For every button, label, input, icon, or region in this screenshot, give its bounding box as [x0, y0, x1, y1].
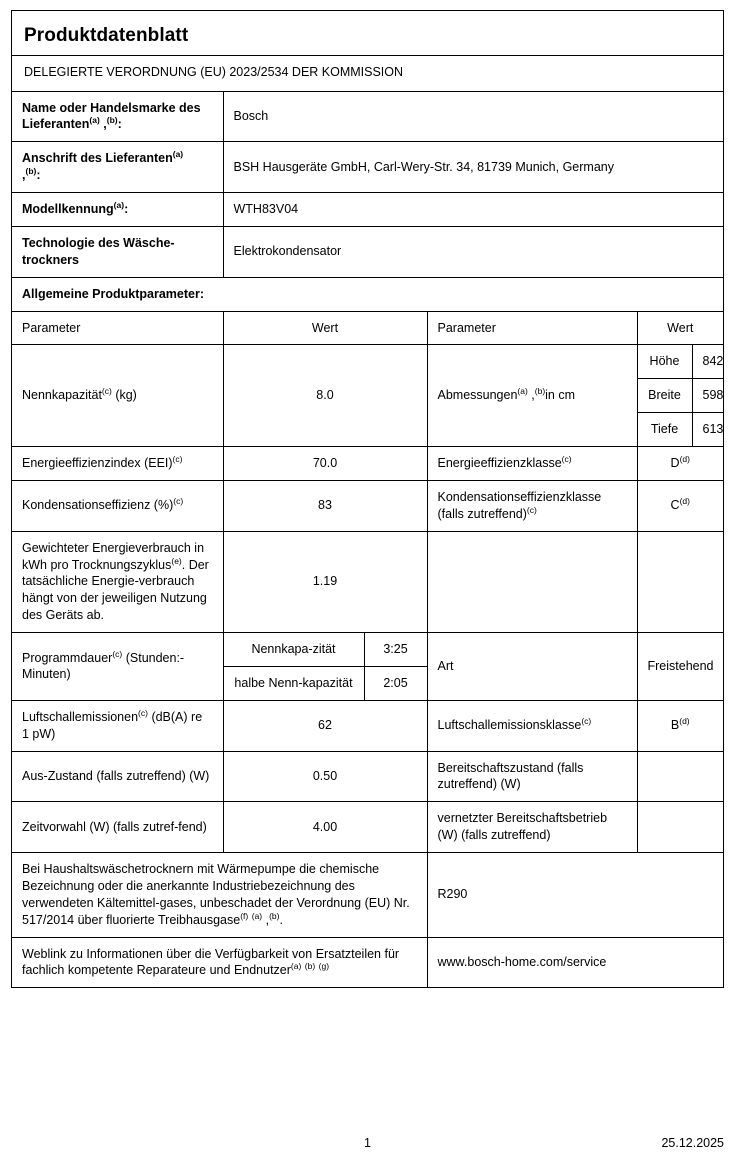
noise-label-cont: (dB(A) re 1 pW)	[22, 709, 203, 741]
footnote-a: (a)	[113, 199, 125, 210]
footnote-g: (g)	[318, 961, 330, 972]
dimensions-label: Abmessungen$^{(a)}$ ,$^{(b)}$in cm	[427, 345, 637, 447]
header-value-left: Wert	[223, 311, 427, 345]
dimension-name-depth: Tiefe	[637, 413, 692, 447]
condensation-class-value	[637, 480, 723, 531]
noise-label	[12, 700, 223, 751]
noise-class-value-text: B	[670, 718, 680, 733]
regulation-row	[12, 55, 723, 91]
footnote-c: (c)	[172, 453, 183, 464]
condensation-efficiency-label-text: Kondensationseffizienz (%)	[22, 498, 174, 513]
page-title-cell	[12, 11, 723, 55]
refrigerant-label-text: Bei Haushaltswäschetrocknern mit Wärmepumpe die chemische Bezeichnung oder die anerkannte Industriebezeichnung des verwendeten Kältemittel-gases, unbeschadet der Verordnung (EU) Nr. 517/2014 über fluorierte Treibhausgase	[22, 862, 410, 927]
technology-row	[12, 226, 723, 277]
footer-date: 25.12.2025	[661, 1136, 724, 1150]
weblink-value[interactable]: www.bosch-home.com/service	[427, 937, 723, 987]
program-duration-label-text: Programmdauer	[22, 650, 113, 665]
footnote-a: (a)	[517, 386, 528, 397]
condensation-row	[12, 480, 723, 531]
footnote-f: (f)	[240, 910, 249, 921]
networked-standby-value	[637, 802, 723, 853]
noise-value: 62	[223, 700, 427, 751]
type-label: Art	[427, 633, 637, 701]
condensation-class-label	[427, 480, 637, 531]
footnote-c: (c)	[101, 386, 112, 397]
capacity-value: 8.0	[223, 345, 427, 447]
column-headers-row	[12, 311, 723, 345]
eei-label-text: Energieeffizienzindex (EEI)	[22, 456, 173, 471]
supplier-name-label: Name oder Handelsmarke des Lieferanten$^{(a)}$ ,$^{(b)}$:	[12, 91, 223, 142]
energy-class-label	[427, 447, 637, 481]
energy-consumption-empty-value	[637, 531, 723, 632]
dimension-name-height: Höhe	[637, 345, 692, 379]
noise-label-text: Luftschallemissionen	[22, 709, 139, 724]
program-duration-name-full: Nennkapa-zität	[223, 633, 364, 667]
energy-consumption-label-text: Gewichteter Energieverbrauch in kWh pro Trocknungszyklus	[22, 540, 205, 572]
footnote-c: (c)	[581, 716, 592, 727]
regulation-cell	[12, 55, 723, 91]
footnote-b: (b)	[269, 910, 280, 921]
footnote-d: (d)	[679, 496, 690, 507]
weblink-label-text: Weblink zu Informationen über die Verfügbarkeit von Ersatzteilen für fachlich kompetente Reparateure und Endnutzer	[22, 946, 400, 978]
footnote-a: (a)	[172, 149, 184, 160]
regulation-text: DELEGIERTE VERORDNUNG (EU) 2023/2534 DER KOMMISSION	[24, 64, 404, 79]
condensation-efficiency-value: 83	[223, 480, 427, 531]
noise-class-label	[427, 700, 637, 751]
energy-consumption-label-cont: . Der tatsächliche Energie-verbrauch hängt von der jeweiligen Nutzung des Geräts ab.	[22, 557, 209, 623]
header-parameter-right: Parameter	[427, 311, 637, 345]
program-duration-row-1	[12, 633, 723, 667]
footnote-c: (c)	[138, 707, 148, 718]
eei-label	[12, 447, 223, 481]
footnote-b: (b)	[106, 115, 118, 126]
off-mode-value: 0.50	[223, 751, 427, 802]
off-mode-row	[12, 751, 723, 802]
general-params-heading: Allgemeine Produktparameter:	[12, 277, 723, 311]
header-value-right: Wert	[637, 311, 723, 345]
technology-label: Technologie des Wäsche-trockners	[12, 226, 223, 277]
footnote-e: (e)	[171, 555, 182, 566]
dimensions-unit: in cm	[545, 388, 576, 403]
delay-start-label: Zeitvorwahl (W) (falls zutref-fend)	[12, 802, 223, 853]
noise-class-label-text: Luftschallemissionsklasse	[437, 718, 582, 733]
footnote-c: (c)	[173, 496, 184, 507]
supplier-address-label: Anschrift des Lieferanten$^{(a)}$ ,$^{(b)}$:	[12, 142, 223, 193]
weblink-label	[12, 937, 427, 987]
footnote-c: (c)	[526, 504, 537, 515]
footnote-c: (c)	[561, 453, 572, 464]
capacity-unit: (kg)	[111, 388, 137, 403]
footnote-d: (d)	[679, 716, 690, 727]
model-label: Modellkennung$^{(a)}$:	[12, 193, 223, 227]
energy-class-value	[637, 447, 723, 481]
eei-value: 70.0	[223, 447, 427, 481]
energy-consumption-row	[12, 531, 723, 632]
eei-row	[12, 447, 723, 481]
program-duration-value-half: 2:05	[364, 666, 427, 700]
product-fiche-sheet	[11, 10, 724, 988]
noise-class-value	[637, 700, 723, 751]
energy-class-label-text: Energieeffizienzklasse	[437, 456, 562, 471]
delay-start-row	[12, 802, 723, 853]
condensation-class-label-text: Kondensationseffizienzklasse (falls zutreffend)	[437, 489, 602, 521]
program-duration-label	[12, 633, 223, 701]
standby-mode-label: Bereitschaftszustand (falls zutreffend) (W)	[427, 751, 637, 802]
footnote-a: (a)	[89, 115, 100, 126]
refrigerant-value: R290	[427, 853, 723, 938]
general-params-row	[12, 277, 723, 311]
type-value: Freistehend	[637, 633, 723, 701]
dimension-value-width: 598	[692, 379, 723, 413]
program-duration-label-cont: (Stunden:-Minuten)	[22, 650, 185, 682]
supplier-address-label-text: Anschrift des Lieferanten	[22, 151, 173, 166]
page-title: Produktdatenblatt	[24, 25, 189, 46]
standby-mode-value	[637, 751, 723, 802]
energy-consumption-empty-label	[427, 531, 637, 632]
supplier-name-label-text: Name oder Handelsmarke des Lieferanten	[22, 100, 201, 132]
condensation-efficiency-label	[12, 480, 223, 531]
dimension-value-depth: 613	[692, 413, 723, 447]
delay-start-value: 4.00	[223, 802, 427, 853]
program-duration-name-half: halbe Nenn-kapazität	[223, 666, 364, 700]
supplier-name-value: Bosch	[223, 91, 723, 142]
capacity-label-text: Nennkapazität	[22, 388, 102, 403]
refrigerant-label: Bei Haushaltswäschetrocknern mit Wärmepumpe die chemische Bezeichnung oder die anerkannte Industriebezeichnung des verwendeten Kältemittel-gases, unbeschadet der Verordnung (EU) Nr. 517/2014 über fluorierte Treibhausgase$^{(f)}$ $^{(a)}$ ,$^{(b)}$.	[12, 853, 427, 938]
supplier-address-row	[12, 142, 723, 193]
footnote-b: (b)	[534, 386, 546, 397]
condensation-class-value-text: C	[670, 498, 680, 513]
model-row	[12, 193, 723, 227]
dimension-name-width: Breite	[637, 379, 692, 413]
networked-standby-label: vernetzter Bereitschaftsbetrieb (W) (falls zutreffend)	[427, 802, 637, 853]
footnote-a: (a)	[251, 910, 263, 921]
page-number: 1	[364, 1136, 371, 1150]
supplier-name-row	[12, 91, 723, 142]
header-parameter-left: Parameter	[12, 311, 223, 345]
footnote-b: (b)	[25, 165, 37, 176]
model-label-text: Modellkennung	[22, 202, 114, 217]
energy-class-value-text: D	[670, 456, 680, 471]
weblink-row	[12, 937, 723, 987]
program-duration-value-full: 3:25	[364, 633, 427, 667]
footnote-c: (c)	[112, 648, 123, 659]
technology-value: Elektrokondensator	[223, 226, 723, 277]
footnote-b: (b)	[304, 961, 316, 972]
footnote-a: (a)	[290, 961, 302, 972]
capacity-label	[12, 345, 223, 447]
capacity-dimensions-row-1	[12, 345, 723, 379]
footnote-d: (d)	[679, 453, 690, 464]
off-mode-label: Aus-Zustand (falls zutreffend) (W)	[12, 751, 223, 802]
refrigerant-row	[12, 853, 723, 938]
noise-row	[12, 700, 723, 751]
supplier-address-value: BSH Hausgeräte GmbH, Carl-Wery-Str. 34, 81739 Munich, Germany	[223, 142, 723, 193]
energy-consumption-value: 1.19	[223, 531, 427, 632]
model-value: WTH83V04	[223, 193, 723, 227]
product-fiche-table	[12, 11, 723, 987]
energy-consumption-label	[12, 531, 223, 632]
dimensions-label-text: Abmessungen	[437, 388, 518, 403]
dimension-value-height: 842	[692, 345, 723, 379]
title-row	[12, 11, 723, 55]
